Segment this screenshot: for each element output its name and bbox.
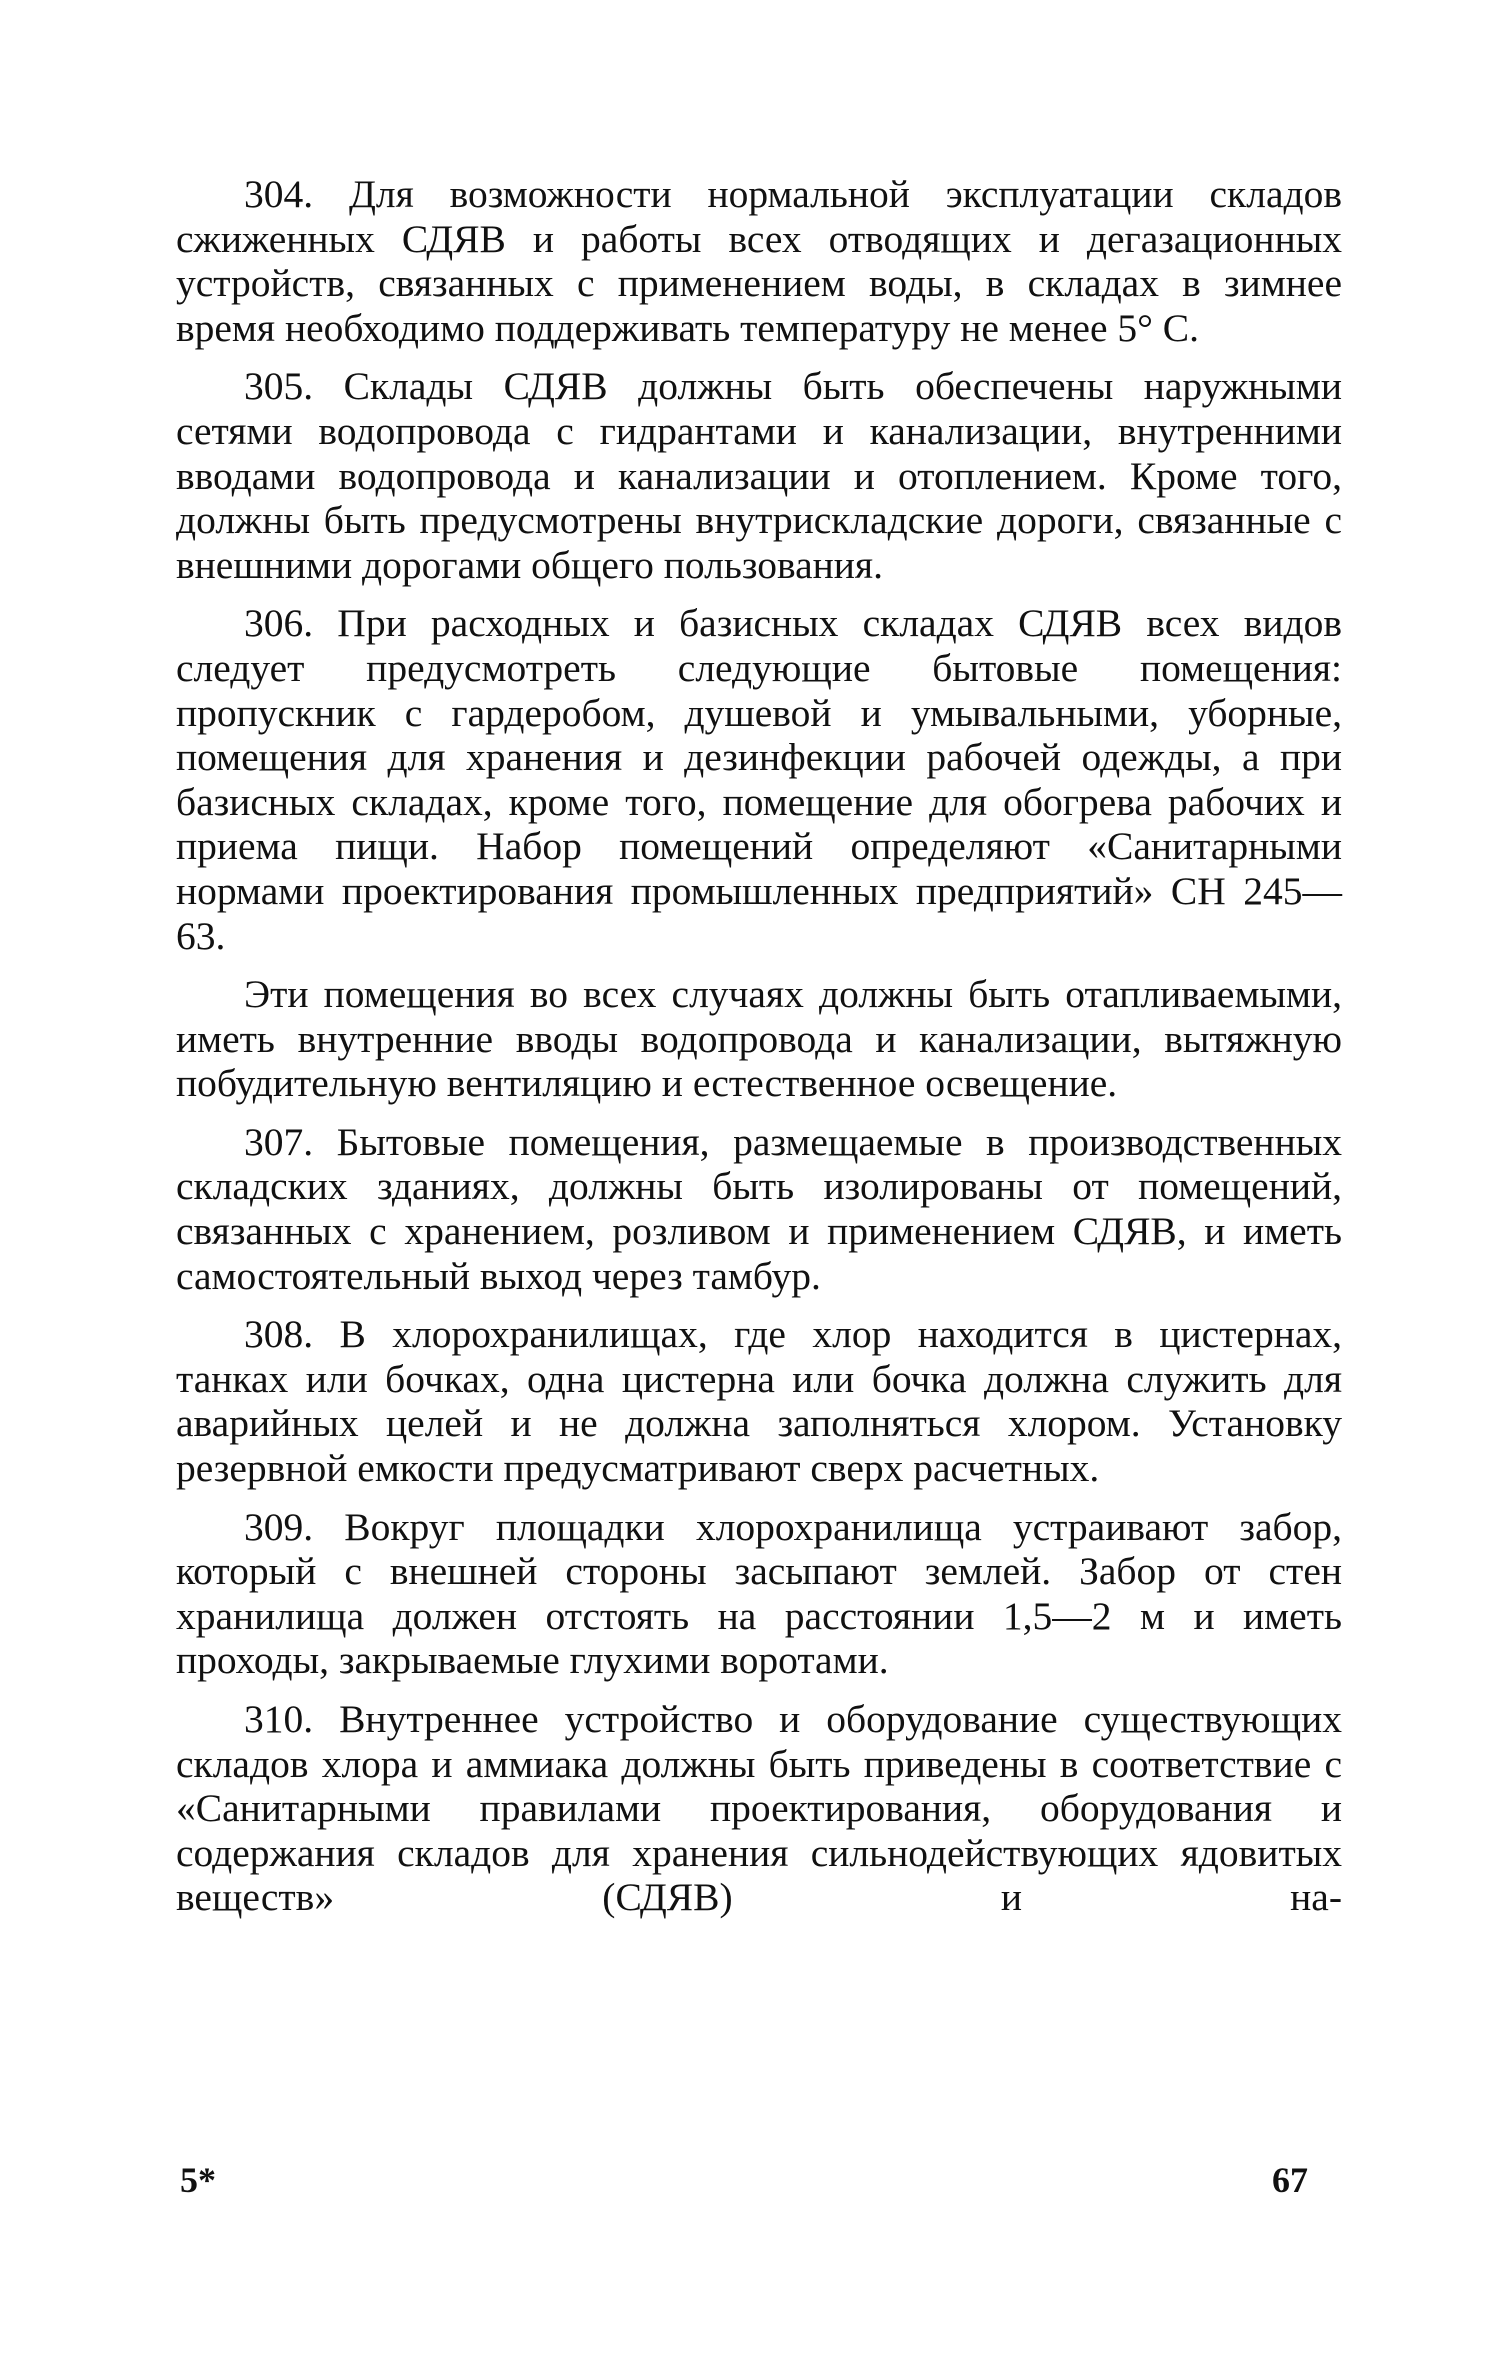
paragraph-309: 309. Вокруг площадки хлорохранилища устраивают забор, который с внешней стороны засыпают землей. Забор от стен хранилища должен отстоять на расстоянии 1,5—2 м и иметь проходы, закрываемые глухими воротами. [176, 1504, 1342, 1683]
paragraph-308: 308. В хлорохранилищах, где хлор находится в цистернах, танках или бочках, одна цистерна или бочка должна служить для аварийных целей и не должна заполняться хлором. Установку резервной емкости предусматривают сверх расчетных. [176, 1312, 1342, 1491]
paragraph-307: 307. Бытовые помещения, размещаемые в производственных складских зданиях, должны быть изолированы от помещений, связанных с хранением, розливом и применением СДЯВ, и иметь самостоятельный выход через тамбур. [176, 1119, 1342, 1298]
paragraph-304: 304. Для возможности нормальной эксплуатации складов сжиженных СДЯВ и работы всех отводящих и дегазационных устройств, связанных с применением воды, в складах в зимнее время необходимо поддерживать температуру не менее 5° С. [176, 172, 1342, 350]
paragraph-306-continuation: Эти помещения во всех случаях должны быть отапливаемыми, иметь внутренние вводы водопровода и канализации, вытяжную побудительную вентиляцию и естественное освещение. [176, 972, 1342, 1106]
paragraph-305: 305. Склады СДЯВ должны быть обеспечены наружными сетями водопровода с гидрантами и канализации, внутренними вводами водопровода и канализации и отоплением. Кроме того, должны быть предусмотрены внутрискладские дороги, связанные с внешними дорогами общего пользования. [176, 364, 1342, 587]
page-number: 67 [1272, 2160, 1308, 2200]
body-text [176, 172, 1342, 1920]
signature-mark: 5* [180, 2160, 216, 2200]
paragraph-306: 306. При расходных и базисных складах СДЯВ всех видов следует предусмотреть следующие бытовые помещения: пропускник с гардеробом, душевой и умывальными, уборные, помещения для хранения и дезинфекции рабочей одежды, а при базисных складах, кроме того, помещение для обогрева рабочих и приема пищи. Набор помещений определяют «Санитарными нормами проектирования промышленных предприятий» СН 245—63. [176, 601, 1342, 958]
paragraph-310: 310. Внутреннее устройство и оборудование существующих складов хлора и аммиака должны быть приведены в соответствие с «Санитарными правилами проектирования, оборудования и содержания складов для хранения сильнодействующих ядовитых веществ» (СДЯВ) и на- [176, 1697, 1342, 1920]
